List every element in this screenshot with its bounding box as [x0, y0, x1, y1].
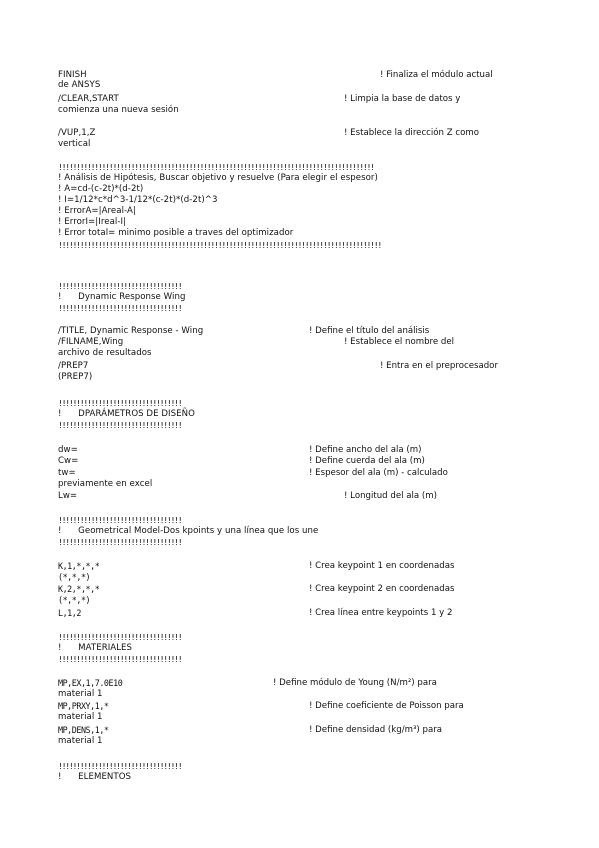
- comment-text: ! Crea keypoint 1 en coordenadas: [309, 561, 455, 571]
- separator-line: !!!!!!!!!!!!!!!!!!!!!!!!!!!!!!!!!!!!!!!!!!!!!!!!!!!!!!!!!!!!!!!!!!!!!!!!!!!!!!!!!!!!!!!: [58, 162, 374, 172]
- comment-text: ! Define el título del análisis: [309, 326, 430, 336]
- comment-text: ! Crea keypoint 2 en coordenadas: [309, 584, 455, 594]
- code-line: /FILNAME,Wing: [58, 337, 124, 347]
- code-line: ! A=cd-(c-2t)*(d-2t): [58, 184, 144, 194]
- code-line: (*,*,*): [58, 595, 91, 605]
- code-line: FINISH: [58, 70, 87, 80]
- comment-text: ! Define densidad (kg/m³) para: [309, 725, 443, 735]
- comment-text: ! Establece la dirección Z como: [344, 128, 479, 138]
- separator-line: !!!!!!!!!!!!!!!!!!!!!!!!!!!!!!!!!!: [58, 632, 182, 642]
- comment-text: ! Crea línea entre keypoints 1 y 2: [309, 608, 453, 618]
- comment-text: ! Longitud del ala (m): [344, 491, 437, 501]
- code-line: /PREP7: [58, 361, 89, 371]
- code-line: ! Error total= minimo posible a traves del optimizador: [58, 228, 294, 238]
- code-line: dw=: [58, 445, 78, 455]
- separator-line: !!!!!!!!!!!!!!!!!!!!!!!!!!!!!!!!!!: [58, 281, 182, 291]
- code-line: tw=: [58, 468, 76, 478]
- code-line: de ANSYS: [58, 80, 101, 90]
- section-heading: ! Geometrical Model-Dos kpoints y una línea que los une: [58, 526, 319, 536]
- separator-line: !!!!!!!!!!!!!!!!!!!!!!!!!!!!!!!!!!: [58, 303, 182, 313]
- code-line: K,1,*,*,*: [58, 561, 100, 571]
- code-line: /TITLE, Dynamic Response - Wing: [58, 326, 204, 336]
- section-heading: ! ELEMENTOS: [58, 772, 132, 782]
- code-line: MP,PRXY,1,*: [58, 701, 109, 711]
- code-line: material 1: [58, 736, 103, 746]
- comment-text: ! Limpia la base de datos y: [344, 94, 461, 104]
- code-line: ! Análisis de Hipótesis, Buscar objetivo y resuelve (Para elegir el espesor): [58, 173, 378, 183]
- code-line: comienza una nueva sesión: [58, 105, 179, 115]
- comment-text: ! Espesor del ala (m) - calculado: [309, 468, 448, 478]
- separator-line: !!!!!!!!!!!!!!!!!!!!!!!!!!!!!!!!!!: [58, 420, 182, 430]
- section-heading: ! Dynamic Response Wing: [58, 292, 186, 302]
- code-line: /CLEAR,START: [58, 94, 119, 104]
- separator-line: !!!!!!!!!!!!!!!!!!!!!!!!!!!!!!!!!!: [58, 761, 182, 771]
- code-line: L,1,2: [58, 608, 81, 618]
- code-line: Cw=: [58, 456, 79, 466]
- section-heading: ! MATERIALES: [58, 643, 133, 653]
- code-line: MP,EX,1,7.0E10: [58, 678, 123, 688]
- comment-text: ! Define módulo de Young (N/m²) para: [273, 678, 437, 688]
- code-line: (PREP7): [58, 372, 93, 382]
- separator-line: !!!!!!!!!!!!!!!!!!!!!!!!!!!!!!!!!!: [58, 537, 182, 547]
- comment-text: ! Establece el nombre del: [344, 337, 455, 347]
- code-line: Lw=: [58, 491, 78, 501]
- comment-text: ! Define cuerda del ala (m): [309, 456, 425, 466]
- code-line: material 1: [58, 712, 103, 722]
- code-line: ! I=1/12*c*d^3-1/12*(c-2t)*(d-2t)^3: [58, 195, 218, 205]
- separator-line: !!!!!!!!!!!!!!!!!!!!!!!!!!!!!!!!!!: [58, 654, 182, 664]
- code-line: K,2,*,*,*: [58, 584, 100, 594]
- code-line: /VUP,1,Z: [58, 128, 96, 138]
- code-line: previamente en excel: [58, 479, 153, 489]
- code-line: ! ErrorA=|Areal-A|: [58, 206, 136, 216]
- comment-text: ! Define ancho del ala (m): [309, 445, 422, 455]
- comment-text: ! Finaliza el módulo actual: [380, 70, 493, 80]
- code-line: MP,DENS,1,*: [58, 725, 109, 735]
- comment-text: ! Entra en el preprocesador: [380, 361, 498, 371]
- code-line: material 1: [58, 689, 103, 699]
- separator-line: !!!!!!!!!!!!!!!!!!!!!!!!!!!!!!!!!!: [58, 398, 182, 408]
- comment-text: ! Define coeficiente de Poisson para: [309, 701, 464, 711]
- separator-line: !!!!!!!!!!!!!!!!!!!!!!!!!!!!!!!!!!: [58, 515, 182, 525]
- code-line: (*,*,*): [58, 572, 91, 582]
- code-line: vertical: [58, 139, 91, 149]
- code-line: archivo de resultados: [58, 348, 152, 358]
- separator-line: !!!!!!!!!!!!!!!!!!!!!!!!!!!!!!!!!!!!!!!!!!!!!!!!!!!!!!!!!!!!!!!!!!!!!!!!!!!!!!!!!!!!!!!!!: [58, 240, 382, 250]
- code-line: ! ErrorI=|Ireal-I|: [58, 217, 127, 227]
- section-heading: ! DPARÁMETROS DE DISEÑO: [58, 409, 195, 419]
